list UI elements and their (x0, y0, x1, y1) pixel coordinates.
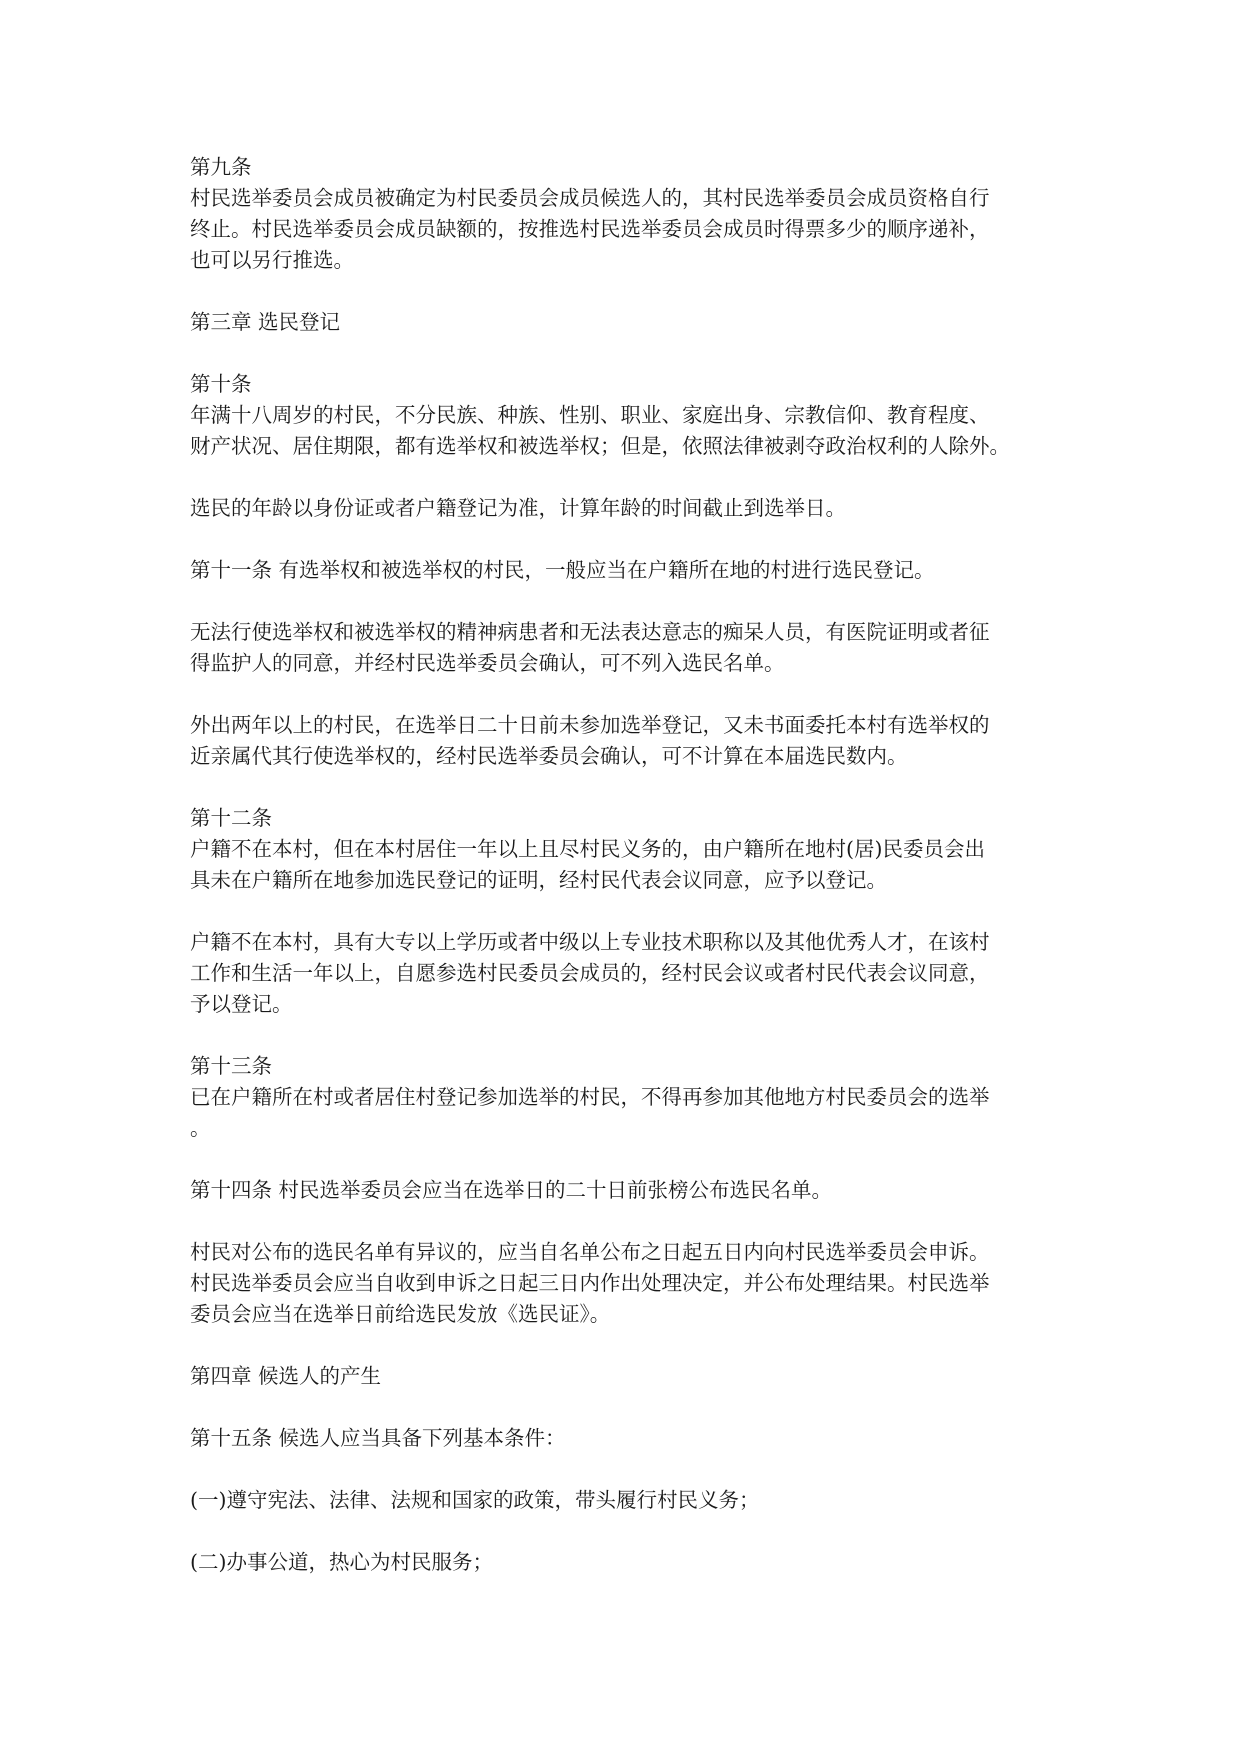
text-line: 第十一条 有选举权和被选举权的村民，一般应当在户籍所在地的村进行选民登记。 (190, 558, 935, 582)
text-line: 第十五条 候选人应当具备下列基本条件： (190, 1426, 566, 1450)
text-line: 具未在户籍所在地参加选民登记的证明，经村民代表会议同意，应予以登记。 (190, 868, 887, 892)
paragraph-gap (190, 1206, 1055, 1237)
text-line: 工作和生活一年以上，自愿参选村民委员会成员的，经村民会议或者村民代表会议同意， (190, 961, 990, 985)
text-line: (二)办事公道，热心为村民服务； (190, 1550, 493, 1574)
paragraph-gap (190, 1144, 1055, 1175)
text-line: 也可以另行推选。 (190, 248, 354, 272)
paragraph-gap (190, 1454, 1055, 1485)
text-line: 委员会应当在选举日前给选民发放《选民证》。 (190, 1302, 611, 1326)
paragraph-gap (190, 1020, 1055, 1051)
text-line: 第四章 候选人的产生 (190, 1364, 382, 1388)
paragraph-gap (190, 462, 1055, 493)
text-line: 户籍不在本村，具有大专以上学历或者中级以上专业技术职称以及其他优秀人才，在该村 (190, 930, 990, 954)
paragraph-gap (190, 338, 1055, 369)
paragraph-gap (190, 1516, 1055, 1547)
document-body (190, 152, 1055, 1578)
text-line: (一)遵守宪法、法律、法规和国家的政策，带头履行村民义务； (190, 1488, 760, 1512)
text-line: 终止。村民选举委员会成员缺额的，按推选村民选举委员会成员时得票多少的顺序递补， (190, 217, 990, 241)
text-line: 第九条 (190, 155, 252, 179)
paragraph-gap (190, 1392, 1055, 1423)
text-line: 近亲属代其行使选举权的，经村民选举委员会确认，可不计算在本届选民数内。 (190, 744, 908, 768)
paragraph-gap (190, 276, 1055, 307)
text-line: 村民选举委员会成员被确定为村民委员会成员候选人的，其村民选举委员会成员资格自行 (190, 186, 990, 210)
paragraph-gap (190, 896, 1055, 927)
paragraph-gap (190, 679, 1055, 710)
text-line: 第十三条 (190, 1054, 272, 1078)
paragraph-gap (190, 524, 1055, 555)
text-line: 户籍不在本村，但在本村居住一年以上且尽村民义务的，由户籍所在地村(居)民委员会出 (190, 837, 985, 861)
text-line: 已在户籍所在村或者居住村登记参加选举的村民，不得再参加其他地方村民委员会的选举 (190, 1085, 990, 1109)
text-line: 财产状况、居住期限，都有选举权和被选举权；但是，依照法律被剥夺政治权利的人除外。 (190, 434, 1010, 458)
text-line: 选民的年龄以身份证或者户籍登记为准，计算年龄的时间截止到选举日。 (190, 496, 846, 520)
text-line: 第十二条 (190, 806, 272, 830)
text-line: 第十条 (190, 372, 252, 396)
paragraph-gap (190, 1330, 1055, 1361)
text-line: 外出两年以上的村民，在选举日二十日前未参加选举登记，又未书面委托本村有选举权的 (190, 713, 990, 737)
text-line: 村民选举委员会应当自收到申诉之日起三日内作出处理决定，并公布处理结果。村民选举 (190, 1271, 990, 1295)
text-line: 第十四条 村民选举委员会应当在选举日的二十日前张榜公布选民名单。 (190, 1178, 833, 1202)
text-line: 得监护人的同意，并经村民选举委员会确认，可不列入选民名单。 (190, 651, 785, 675)
text-line: 无法行使选举权和被选举权的精神病患者和无法表达意志的痴呆人员，有医院证明或者征 (190, 620, 990, 644)
paragraph-gap (190, 772, 1055, 803)
text-line: 村民对公布的选民名单有异议的，应当自名单公布之日起五日内向村民选举委员会申诉。 (190, 1240, 990, 1264)
text-line: 。 (190, 1116, 211, 1140)
paragraph-gap (190, 586, 1055, 617)
text-line: 年满十八周岁的村民，不分民族、种族、性别、职业、家庭出身、宗教信仰、教育程度、 (190, 403, 990, 427)
text-line: 予以登记。 (190, 992, 293, 1016)
text-line: 第三章 选民登记 (190, 310, 341, 334)
